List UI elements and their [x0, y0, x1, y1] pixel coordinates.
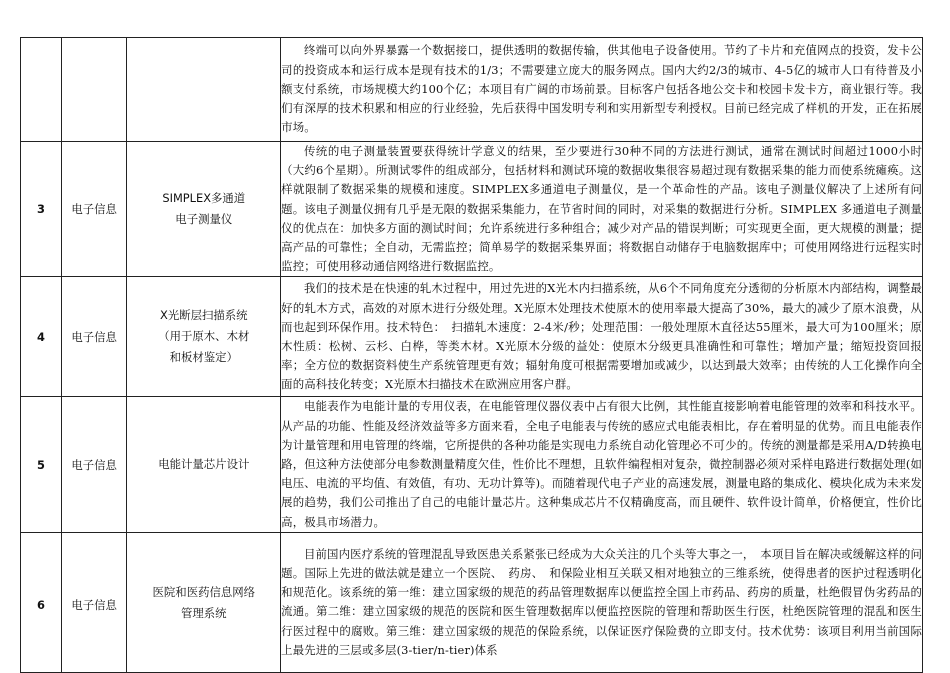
project-name-line: 电能计量芯片设计: [158, 457, 250, 472]
project-name-line: X光断层扫描系统: [160, 308, 248, 323]
table-row: [21, 397, 923, 532]
row-number: 3: [21, 142, 62, 277]
project-name: [127, 142, 281, 277]
project-name-line: SIMPLEX多通道: [162, 191, 246, 206]
project-description: 终端可以向外界暴露一个数据接口，提供透明的数据传输，供其他电子设备使用。节约了卡片和充值网点的投资，发卡公司的投资成本和运行成本是现有技术的1/3；不需要建立庞大的服务网点。国内大约2/3的城市、4-5亿的城市人口有待普及小额支付系统，市场规模大约100个亿；本项目有广阔的市场前景。目标客户包括各地公交卡和校园卡发卡方，商业银行等。我们有深厚的技术积累和相应的行业经验，先后获得中国发明专利和实用新型专利授权。目前已经完成了样机的开发，正在拓展市场。: [281, 38, 923, 142]
row-category: 电子信息: [61, 532, 127, 672]
project-description: 目前国内医疗系统的管理混乱导致医患关系紧张已经成为大众关注的几个头等大事之一， 本项目旨在解决或缓解这样的问题。国际上先进的做法就是建立一个医院、 药房、 和保险业相互关联又相对地独立的三维系统，使得患者的医护过程透明化和规范化。该系统的第一维：建立国家级的规范的药品管理数据库以便监控全国上市药品、药房的质量，杜绝假冒伪劣药品的流通。第二维：建立国家级的规范的医院和医生管理数据库以便监控医院的管理和帮助医生行医，杜绝医院管理的混乱和医生行医过程中的腐败。第三维：建立国家级的规范的保险系统，以保证医疗保险费的立即支付。技术优势：该项目利用当前国际上最先进的三层或多层(3-tier/n-tier)体系: [281, 532, 923, 672]
project-description: 传统的电子测量装置要获得统计学意义的结果，至少要进行30种不同的方法进行测试，通常在测试时间超过1000小时（大约6个星期）。所测试零件的组成部分，包括材料和测试环境的数据收集很容易超过现有数据采集的能力而使系统瘫痪。这样就限制了数据采集的规模和速度。SIMPLEX多通道电子测量仪，是一个革命性的产品。该电子测量仪解决了上述所有问题。该电子测量仪拥有几乎是无限的数据采集能力，在节省时间的同时，对采集的数据进行分析。SIMPLEX 多通道电子测量仪的优点在：加快多方面的测试时间；允许系统进行多种组合；减少对产品的错误判断；可实现更全面，更大规模的测量；提高产品的可靠性；全自动，无需监控；简单易学的数据采集界面；将数据自动储存于电脑数据库中；可使用网络进行远程实时监控；可使用移动通信网络进行数据监控。: [281, 142, 923, 277]
table-row: [21, 38, 923, 142]
project-name: [127, 532, 281, 672]
project-name-line: 电子测量仪: [175, 212, 233, 227]
row-number: 5: [21, 397, 62, 532]
project-name-line: （用于原木、木材: [158, 329, 250, 344]
project-description: 我们的技术是在快速的轧木过程中，用过先进的X光木内扫描系统，从6个不同角度充分透彻的分析原木内部结构，调整最好的轧木方式，高效的对原木进行分级处理。X光原木处理技术使原木的使用率最大提高了30%，最大的减少了原木浪费，从而也起到环保作用。技术特色： 扫描轧木速度：2-4米/秒；处理范围：一般处理原木直径达55厘米，最大可为100厘米；原木性质：松树、云杉、白桦，等类木材。X光原木分级的益处：使原木分级更具准确性和可靠性；增加产量；缩短投资回报率；全方位的数据资料使生产系统管理更有效；辐射角度可根据需要增加或减少，以达到最大效率；由传统的人工化操作向全面的高科技化转变；X光原木扫描技术在欧洲应用客户群。: [281, 277, 923, 397]
table-row: [21, 142, 923, 277]
row-category: 电子信息: [61, 277, 127, 397]
row-number: 6: [21, 532, 62, 672]
row-number: [21, 38, 62, 142]
row-category: [61, 38, 127, 142]
project-table: [20, 37, 923, 673]
project-name-line: 和板材鉴定）: [169, 350, 238, 365]
row-number: 4: [21, 277, 62, 397]
project-name: [127, 38, 281, 142]
row-category: 电子信息: [61, 142, 127, 277]
project-description: 电能表作为电能计量的专用仪表，在电能管理仪器仪表中占有很大比例，其性能直接影响着电能管理的效率和科技水平。从产品的功能、性能及经济效益等多方面来看，全电子电能表与传统的感应式电能表相比，存在着明显的优势。而且电能表作为计量管理和用电管理的终端，它所提供的各种功能是实现电力系统自动化管理必不可少的。传统的测量都是采用A/D转换电路，但这种方法使部分电参数测量精度欠佳，性价比不理想，且软件编程相对复杂，微控制器必须对采样电路进行数据处理(如电压、电流的平均值、有效值，有功、无功计算等)。而随着现代电子产业的高速发展，测量电路的集成化、模块化成为未来发展的趋势，我们公司推出了自己的电能计量芯片。这种集成芯片不仅精确度高，而且硬件、软件设计简单，价格便宜，性价比高，极具市场潜力。: [281, 397, 923, 532]
project-name: [127, 277, 281, 397]
project-name-line: 医院和医药信息网络: [152, 585, 256, 600]
row-category: 电子信息: [61, 397, 127, 532]
table-row: [21, 277, 923, 397]
table-row: [21, 532, 923, 672]
document-page: [20, 37, 923, 673]
project-name: [127, 397, 281, 532]
project-name-line: 管理系统: [181, 606, 227, 621]
